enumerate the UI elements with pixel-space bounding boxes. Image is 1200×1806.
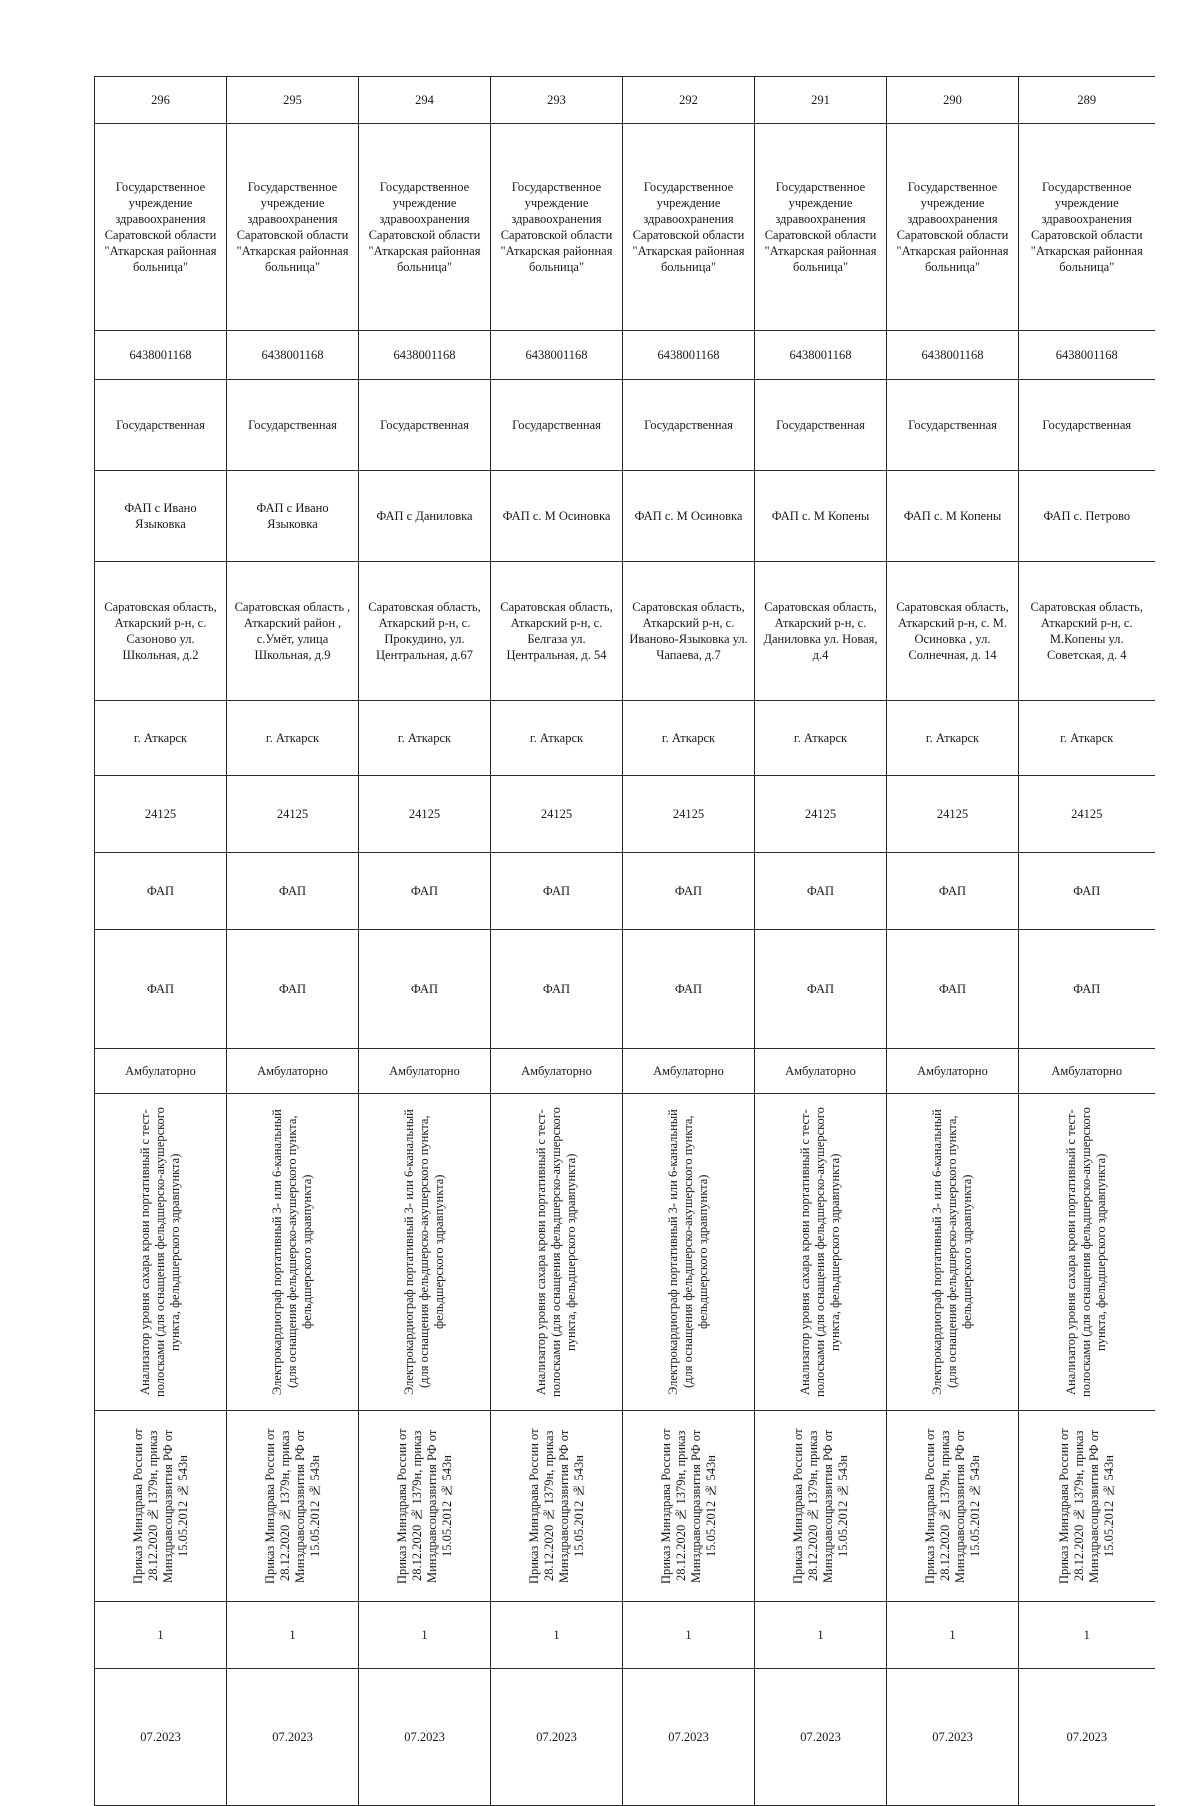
- cell-order: [887, 1411, 1019, 1602]
- cell-equipment: [95, 1094, 227, 1411]
- cell-order: [359, 1411, 491, 1602]
- table-row-facility: [95, 471, 1155, 562]
- rotated-text: Приказ Минздрава России от 28.12.2020 № 1379н, приказ Минздравсоцразвития РФ от 15.05.2012 № 543н: [262, 1428, 322, 1584]
- cell-inn: 6438001168: [95, 331, 227, 380]
- cell-date: 07.2023: [623, 1669, 755, 1806]
- cell-type1: ФАП: [887, 853, 1019, 930]
- cell-inn: 6438001168: [491, 331, 623, 380]
- cell-address: Саратовская область, Аткарский р-н, с. Иваново-Языковка ул. Чапаева, д.7: [623, 562, 755, 701]
- table-row-equipment: [95, 1094, 1155, 1411]
- table-row-city: [95, 701, 1155, 776]
- cell-ownership: Государственная: [755, 380, 887, 471]
- cell-date: 07.2023: [359, 1669, 491, 1806]
- cell-order: [755, 1411, 887, 1602]
- cell-number: 292: [623, 77, 755, 124]
- table-row-type1: [95, 853, 1155, 930]
- cell-organization: Государственное учреждение здравоохранения Саратовской области "Аткарская районная больница": [887, 124, 1019, 331]
- cell-number: 296: [95, 77, 227, 124]
- cell-facility: ФАП с. М Осиновка: [491, 471, 623, 562]
- cell-quantity: 1: [1019, 1602, 1155, 1669]
- cell-quantity: 1: [227, 1602, 359, 1669]
- cell-type1: ФАП: [491, 853, 623, 930]
- cell-care: Амбулаторно: [95, 1049, 227, 1094]
- cell-care: Амбулаторно: [755, 1049, 887, 1094]
- cell-code: 24125: [227, 776, 359, 853]
- cell-code: 24125: [623, 776, 755, 853]
- cell-ownership: Государственная: [887, 380, 1019, 471]
- cell-inn: 6438001168: [887, 331, 1019, 380]
- cell-facility: ФАП с. М Копены: [755, 471, 887, 562]
- cell-quantity: 1: [755, 1602, 887, 1669]
- cell-address: Саратовская область, Аткарский р-н, с. Сазоново ул. Школьная, д.2: [95, 562, 227, 701]
- table-row-date: [95, 1669, 1155, 1806]
- cell-equipment: [491, 1094, 623, 1411]
- cell-type1: ФАП: [1019, 853, 1155, 930]
- cell-type1: ФАП: [227, 853, 359, 930]
- cell-quantity: 1: [623, 1602, 755, 1669]
- rotated-text: Анализатор уровня сахара крови портативный с тест-полосками (для оснащения фельдшерско-акушерского пункта, фельдшерского здравпункта): [534, 1107, 578, 1397]
- cell-type1: ФАП: [95, 853, 227, 930]
- rotated-text: Электрокардиограф портативный 3- или 6-канальный (для оснащения фельдшерско-акушерского пункта, фельдшерского здравпункта): [402, 1109, 446, 1395]
- cell-ownership: Государственная: [1019, 380, 1155, 471]
- cell-order: [623, 1411, 755, 1602]
- cell-date: 07.2023: [227, 1669, 359, 1806]
- cell-order: [95, 1411, 227, 1602]
- cell-equipment: [1019, 1094, 1155, 1411]
- cell-address: Саратовская область, Аткарский р-н, с. Даниловка ул. Новая, д.4: [755, 562, 887, 701]
- cell-inn: 6438001168: [623, 331, 755, 380]
- table-row-organization: [95, 124, 1155, 331]
- cell-facility: ФАП с. Петрово: [1019, 471, 1155, 562]
- cell-order: [491, 1411, 623, 1602]
- cell-equipment: [623, 1094, 755, 1411]
- cell-city: г. Аткарск: [227, 701, 359, 776]
- cell-care: Амбулаторно: [491, 1049, 623, 1094]
- cell-equipment: [887, 1094, 1019, 1411]
- cell-facility: ФАП с Ивано Языковка: [95, 471, 227, 562]
- cell-equipment: [359, 1094, 491, 1411]
- table-row-care: [95, 1049, 1155, 1094]
- cell-quantity: 1: [359, 1602, 491, 1669]
- cell-type1: ФАП: [623, 853, 755, 930]
- cell-organization: Государственное учреждение здравоохранения Саратовской области "Аткарская районная больница": [755, 124, 887, 331]
- table-row-number: [95, 77, 1155, 124]
- cell-care: Амбулаторно: [623, 1049, 755, 1094]
- cell-facility: ФАП с. М Осиновка: [623, 471, 755, 562]
- cell-type1: ФАП: [755, 853, 887, 930]
- cell-number: 294: [359, 77, 491, 124]
- cell-address: Саратовская область, Аткарский р-н, с. М. Осиновка , ул. Солнечная, д. 14: [887, 562, 1019, 701]
- table-row-quantity: [95, 1602, 1155, 1669]
- rotated-text: Приказ Минздрава России от 28.12.2020 № 1379н, приказ Минздравсоцразвития РФ от 15.05.2012 № 543н: [130, 1428, 190, 1584]
- cell-address: Саратовская область, Аткарский р-н, с. Прокудино, ул. Центральная, д.67: [359, 562, 491, 701]
- cell-order: [1019, 1411, 1155, 1602]
- cell-quantity: 1: [887, 1602, 1019, 1669]
- cell-type2: ФАП: [1019, 930, 1155, 1049]
- table-row-type2: [95, 930, 1155, 1049]
- cell-order: [227, 1411, 359, 1602]
- cell-care: Амбулаторно: [227, 1049, 359, 1094]
- cell-type2: ФАП: [887, 930, 1019, 1049]
- cell-code: 24125: [755, 776, 887, 853]
- rotated-text: Приказ Минздрава России от 28.12.2020 № 1379н, приказ Минздравсоцразвития РФ от 15.05.2012 № 543н: [394, 1428, 454, 1584]
- cell-city: г. Аткарск: [95, 701, 227, 776]
- cell-type2: ФАП: [95, 930, 227, 1049]
- rotated-text: Анализатор уровня сахара крови портативный с тест-полосками (для оснащения фельдшерско-акушерского пункта, фельдшерского здравпункта): [1064, 1107, 1109, 1397]
- cell-ownership: Государственная: [227, 380, 359, 471]
- rotated-text: Приказ Минздрава России от 28.12.2020 № 1379н, приказ Минздравсоцразвития РФ от 15.05.2012 № 543н: [658, 1428, 718, 1584]
- cell-date: 07.2023: [95, 1669, 227, 1806]
- cell-ownership: Государственная: [95, 380, 227, 471]
- table-row-address: [95, 562, 1155, 701]
- cell-city: г. Аткарск: [491, 701, 623, 776]
- cell-address: Саратовская область, Аткарский р-н, с. Белгаза ул. Центральная, д. 54: [491, 562, 623, 701]
- cell-organization: Государственное учреждение здравоохранения Саратовской области "Аткарская районная больница": [623, 124, 755, 331]
- rotated-text: Анализатор уровня сахара крови портативный с тест-полосками (для оснащения фельдшерско-акушерского пункта, фельдшерского здравпункта): [138, 1107, 182, 1397]
- cell-city: г. Аткарск: [623, 701, 755, 776]
- cell-organization: Государственное учреждение здравоохранения Саратовской области "Аткарская районная больница": [95, 124, 227, 331]
- cell-number: 289: [1019, 77, 1155, 124]
- cell-inn: 6438001168: [359, 331, 491, 380]
- cell-type2: ФАП: [359, 930, 491, 1049]
- equipment-table: [94, 76, 1155, 1806]
- cell-inn: 6438001168: [227, 331, 359, 380]
- cell-address: Саратовская область , Аткарский район , с.Умёт, улица Школьная, д.9: [227, 562, 359, 701]
- cell-equipment: [755, 1094, 887, 1411]
- cell-date: 07.2023: [491, 1669, 623, 1806]
- cell-city: г. Аткарск: [359, 701, 491, 776]
- cell-city: г. Аткарск: [1019, 701, 1155, 776]
- cell-number: 293: [491, 77, 623, 124]
- rotated-text: Приказ Минздрава России от 28.12.2020 № 1379н, приказ Минздравсоцразвития РФ от 15.05.2012 № 543н: [1056, 1428, 1116, 1584]
- rotated-text: Приказ Минздрава России от 28.12.2020 № 1379н, приказ Минздравсоцразвития РФ от 15.05.2012 № 543н: [790, 1428, 850, 1584]
- cell-code: 24125: [95, 776, 227, 853]
- cell-ownership: Государственная: [623, 380, 755, 471]
- cell-facility: ФАП с Ивано Языковка: [227, 471, 359, 562]
- cell-type2: ФАП: [227, 930, 359, 1049]
- cell-code: 24125: [359, 776, 491, 853]
- cell-number: 290: [887, 77, 1019, 124]
- table-row-ownership: [95, 380, 1155, 471]
- cell-organization: Государственное учреждение здравоохранения Саратовской области "Аткарская районная больница": [491, 124, 623, 331]
- cell-facility: ФАП с Даниловка: [359, 471, 491, 562]
- cell-organization: Государственное учреждение здравоохранения Саратовской области "Аткарская районная больница": [359, 124, 491, 331]
- rotated-text: Анализатор уровня сахара крови портативный с тест-полосками (для оснащения фельдшерско-акушерского пункта, фельдшерского здравпункта): [798, 1107, 842, 1397]
- rotated-text: Электрокардиограф портативный 3- или 6-канальный (для оснащения фельдшерско-акушерского пункта, фельдшерского здравпункта): [666, 1109, 710, 1395]
- cell-code: 24125: [1019, 776, 1155, 853]
- rotated-text: Электрокардиограф портативный 3- или 6-канальный (для оснащения фельдшерско-акушерского пункта, фельдшерского здравпункта): [270, 1109, 314, 1395]
- cell-organization: Государственное учреждение здравоохранения Саратовской области "Аткарская районная больница": [227, 124, 359, 331]
- table-row-order: [95, 1411, 1155, 1602]
- rotated-text: Приказ Минздрава России от 28.12.2020 № 1379н, приказ Минздравсоцразвития РФ от 15.05.2012 № 543н: [922, 1428, 982, 1584]
- cell-number: 295: [227, 77, 359, 124]
- cell-facility: ФАП с. М Копены: [887, 471, 1019, 562]
- cell-date: 07.2023: [755, 1669, 887, 1806]
- cell-type2: ФАП: [623, 930, 755, 1049]
- cell-type2: ФАП: [755, 930, 887, 1049]
- cell-code: 24125: [887, 776, 1019, 853]
- cell-equipment: [227, 1094, 359, 1411]
- cell-ownership: Государственная: [491, 380, 623, 471]
- cell-care: Амбулаторно: [359, 1049, 491, 1094]
- cell-ownership: Государственная: [359, 380, 491, 471]
- table-row-code: [95, 776, 1155, 853]
- cell-type2: ФАП: [491, 930, 623, 1049]
- rotated-text: Электрокардиограф портативный 3- или 6-канальный (для оснащения фельдшерско-акушерского пункта, фельдшерского здравпункта): [930, 1109, 974, 1395]
- cell-type1: ФАП: [359, 853, 491, 930]
- table-row-inn: [95, 331, 1155, 380]
- cell-care: Амбулаторно: [887, 1049, 1019, 1094]
- cell-city: г. Аткарск: [755, 701, 887, 776]
- cell-date: 07.2023: [1019, 1669, 1155, 1806]
- cell-inn: 6438001168: [755, 331, 887, 380]
- cell-inn: 6438001168: [1019, 331, 1155, 380]
- cell-quantity: 1: [491, 1602, 623, 1669]
- cell-address: Саратовская область, Аткарский р-н, с. М.Копены ул. Советская, д. 4: [1019, 562, 1155, 701]
- rotated-text: Приказ Минздрава России от 28.12.2020 № 1379н, приказ Минздравсоцразвития РФ от 15.05.2012 № 543н: [526, 1428, 586, 1584]
- cell-quantity: 1: [95, 1602, 227, 1669]
- cell-organization: Государственное учреждение здравоохранения Саратовской области "Аткарская районная больница": [1019, 124, 1155, 331]
- cell-code: 24125: [491, 776, 623, 853]
- cell-number: 291: [755, 77, 887, 124]
- cell-care: Амбулаторно: [1019, 1049, 1155, 1094]
- cell-city: г. Аткарск: [887, 701, 1019, 776]
- cell-date: 07.2023: [887, 1669, 1019, 1806]
